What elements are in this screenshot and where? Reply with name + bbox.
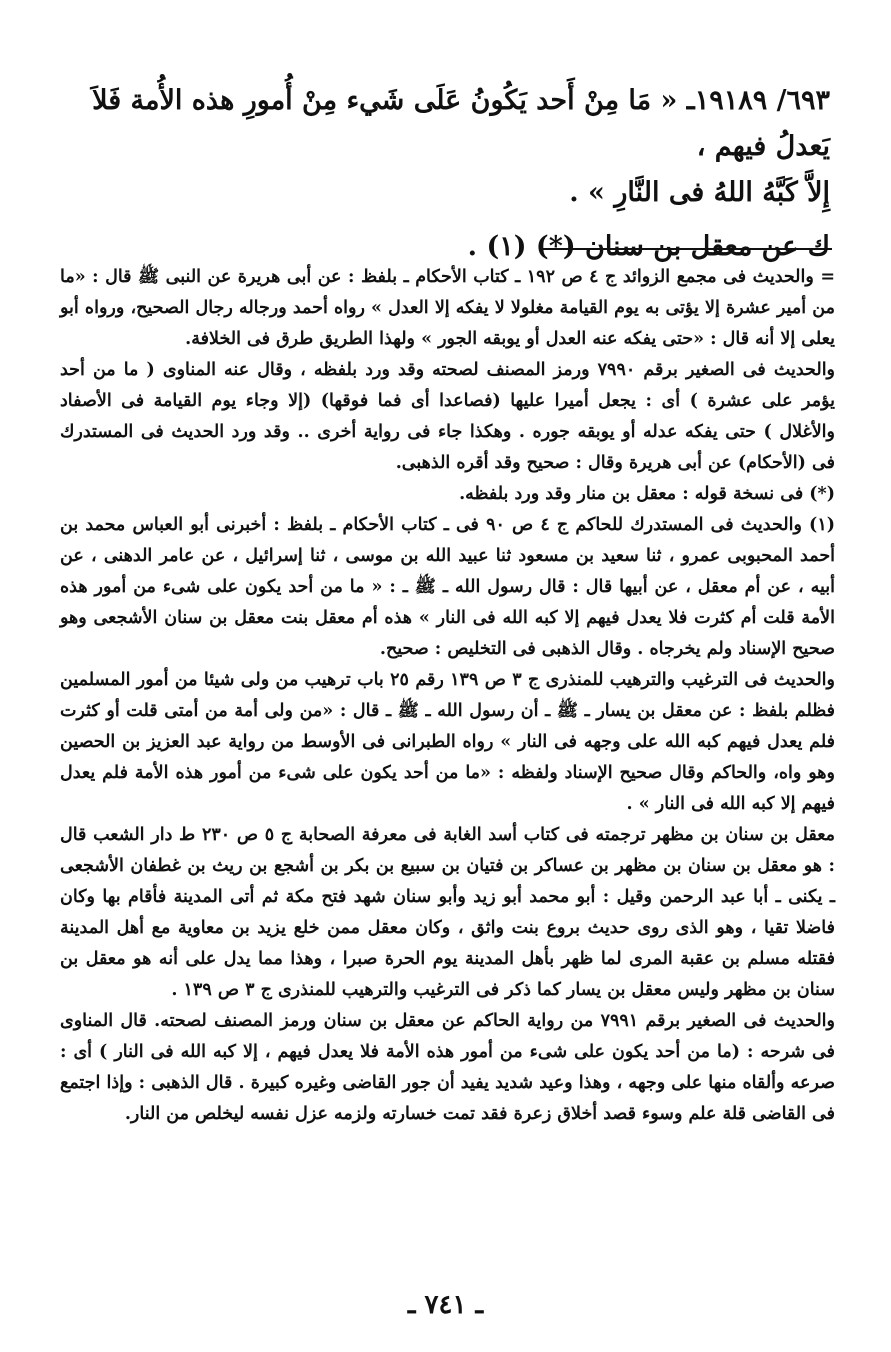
hadith-main-text xyxy=(70,78,830,270)
page-number: ـ ٧٤١ ـ xyxy=(407,1290,484,1320)
footnote-paragraph: (*) فى نسخة قوله : معقل بن منار وقد ورد بلفظه. xyxy=(459,484,835,504)
hadith-source: ك عن معقل بن سنان (*) (١) . xyxy=(467,231,830,262)
hadith-line-1: ٦٩٣/ ١٩١٨٩ـ « مَا مِنْ أَحد يَكُونُ عَلَى شَيء مِنْ أُمورِ هذه الأُمة فَلاَ يَعدلُ فيهم ، xyxy=(92,85,830,162)
footnote-paragraph: = والحديث فى مجمع الزوائد ج ٤ ص ١٩٢ ـ كتاب الأحكام ـ بلفظ : عن أبى هريرة عن النبى ﷺ قال : «ما من أمير عشرة إلا يؤتى به يوم القيامة مغلولا لا يفكه إلا العدل » رواه أحمد ورجاله رجال الصحيح، ورواه أبو يعلى إلا أنه قال : «حتى يفكه عنه العدل أو يوبقه الجور » ولهذا الطريق طرق فى الخلافة. xyxy=(60,267,835,349)
footnote-paragraph: والحديث فى الصغير برقم ٧٩٩١ من رواية الحاكم عن معقل بن سنان ورمز المصنف لصحته. قال المناوى فى شرحه : (ما من أحد يكون على شىء من أمور هذه الأمة فلا يعدل فيهم ، إلا كبه الله فى النار ) أى : صرعه وألقاه منها على وجهه ، وهذا وعيد شديد يفيد أن جور القاضى وغيره كبيرة . قال الذهبى : وإذا اجتمع فى القاضى قلة علم وسوء قصد أخلاق زعرة فقد تمت خسارته ولزمه عزل نفسه ليخلص من النار. xyxy=(60,1011,835,1124)
footnote-paragraph: والحديث فى الصغير برقم ٧٩٩٠ ورمز المصنف لصحته وقد ورد بلفظه ، وقال عنه المناوى ( ما من أحد يؤمر على عشرة ) أى : يجعل أميرا عليها (فصاعدا أى فما فوقها) (إلا وجاء يوم القيامة فى الأصفاد والأغلال ) حتى يفكه عدله أو يوبقه جوره . وهكذا جاء فى رواية أخرى .. وقد ورد الحديث فى المستدرك فى (الأحكام) عن أبى هريرة وقال : صحيح وقد أقره الذهبى. xyxy=(60,360,836,473)
footnote-paragraph: (١) والحديث فى المستدرك للحاكم ج ٤ ص ٩٠ فى ـ كتاب الأحكام ـ بلفظ : أخبرنى أبو العباس محمد بن أحمد المحبوبى عمرو ، ثنا سعيد بن مسعود ثنا عبيد الله بن موسى ، ثنا إسرائيل ، عن عامر الدهنى ، عن أبيه ، عن أم معقل ، عن أبيها قال : قال رسول الله ـ ﷺ ـ : « ما من أحد يكون على شىء من أمور هذه الأمة قلت أم كثرت فلا يعدل فيهم إلا كبه الله فى النار » هذه أم معقل بنت معقل بن سنان الأشجعى وهو صحيح الإسناد ولم يخرجاه . وقال الذهبى فى التخليص : صحيح. xyxy=(60,515,836,659)
footnotes xyxy=(60,262,835,1130)
footnote-paragraph: معقل بن سنان بن مظهر ترجمته فى كتاب أسد الغابة فى معرفة الصحابة ج ٥ ص ٢٣٠ ط دار الشعب قال : هو معقل بن سنان بن مظهر بن عساكر بن فتيان بن سبيع بن بكر بن أشجع بن ريث بن غطفان الأشجعى ـ يكنى ـ أبا عبد الرحمن وقيل : أبو محمد أبو زيد وأبو سنان شهد فتح مكة ثم أتى المدينة فأقام بها وكان فاضلا تقيا ، وهو الذى روى حديث بروع بنت واثق ، وكان معقل ممن خلع يزيد بن معاوية مع أهل المدينة فقتله مسلم بن عقبة المرى لما ظهر بأهل المدينة يوم الحرة صبرا ، وهذا مما يدل على أنه هو معقل بن سنان بن مظهر وليس معقل بن يسار كما ذكر فى الترغيب والترهيب للمنذرى ج ٣ ص ١٣٩ . xyxy=(60,825,836,1000)
hadith-line-2: إِلاَّ كَبَّهُ اللهُ فى النَّارِ » . xyxy=(569,177,830,208)
footnote-divider xyxy=(540,248,832,250)
footnote-paragraph: والحديث فى الترغيب والترهيب للمنذرى ج ٣ ص ١٣٩ رقم ٢٥ باب ترهيب من ولى شيئا من أمور المسلمين فظلم بلفظ : عن معقل بن يسار ـ ﷺ ـ أن رسول الله ـ ﷺ ـ قال : «من ولى أمة من أمتى قلت أو كثرت فلم يعدل فيهم كبه الله على وجهه فى النار » رواه الطبرانى فى الأوسط من رواية عبد العزيز بن الحصين وهو واه، والحاكم وقال صحيح الإسناد ولفظه : «ما من أحد يكون على شىء من أمور هذه الأمة فلم يعدل فيهم إلا كبه الله فى النار » . xyxy=(60,670,835,814)
